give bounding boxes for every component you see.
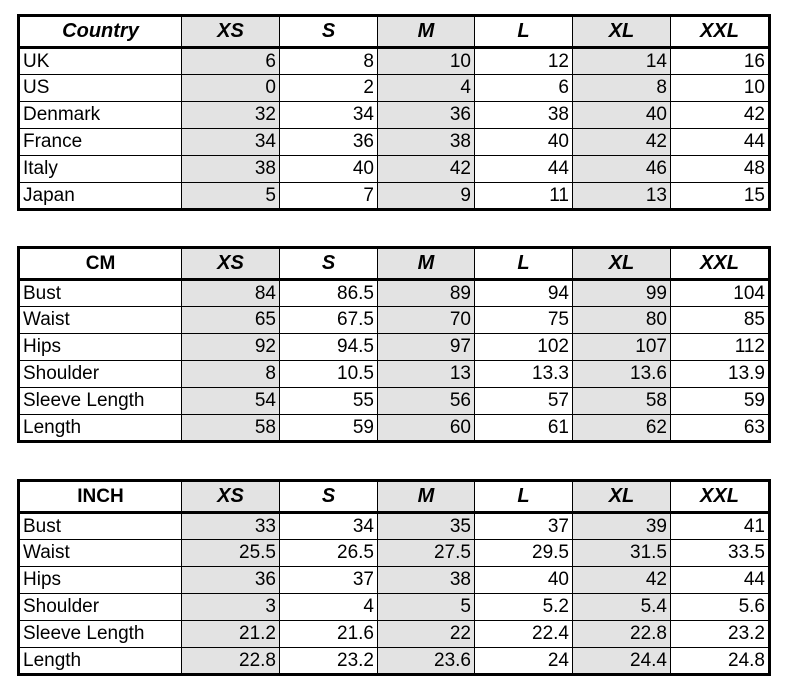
row-label: US [19,75,182,102]
table-cell: 10 [378,48,475,75]
table-row [19,361,770,388]
table-cell: 67.5 [280,307,378,334]
table-cell: 42 [671,102,770,129]
column-header-xs: XS [182,248,280,280]
table-cell: 4 [280,594,378,621]
table-cell: 13.9 [671,361,770,388]
header-row [19,16,770,48]
column-header-m: M [378,16,475,48]
table-row [19,567,770,594]
table-cell: 11 [475,183,573,210]
table-cell: 31.5 [573,540,671,567]
table-cell: 21.2 [182,621,280,648]
table-cell: 33 [182,513,280,540]
table-cell: 40 [280,156,378,183]
row-label: Hips [19,334,182,361]
table-cell: 12 [475,48,573,75]
column-header-l: L [475,481,573,513]
table-cell: 33.5 [671,540,770,567]
table-cell: 10.5 [280,361,378,388]
corner-label: INCH [19,481,182,513]
table-row [19,540,770,567]
table-cell: 59 [671,388,770,415]
table-cell: 5.6 [671,594,770,621]
row-label: Bust [19,280,182,307]
table-cell: 34 [182,129,280,156]
table-cell: 38 [378,129,475,156]
table-cell: 86.5 [280,280,378,307]
table-cell: 8 [182,361,280,388]
table-cell: 40 [573,102,671,129]
table-cell: 112 [671,334,770,361]
table-cell: 99 [573,280,671,307]
header-row [19,248,770,280]
table-cell: 94.5 [280,334,378,361]
table-cell: 9 [378,183,475,210]
table-cell: 13 [573,183,671,210]
column-header-xxl: XXL [671,16,770,48]
table-row [19,388,770,415]
table-cell: 65 [182,307,280,334]
table-row [19,183,770,210]
row-label: Hips [19,567,182,594]
table-cell: 58 [182,415,280,442]
table-row [19,621,770,648]
table-cell: 40 [475,567,573,594]
table-cell: 44 [671,567,770,594]
table-cell: 25.5 [182,540,280,567]
table-cell: 44 [671,129,770,156]
table-row [19,334,770,361]
table-cell: 23.2 [671,621,770,648]
table-cell: 24 [475,648,573,675]
table-cell: 35 [378,513,475,540]
table-cell: 107 [573,334,671,361]
table-row [19,415,770,442]
table-cell: 59 [280,415,378,442]
column-header-l: L [475,248,573,280]
table-row [19,156,770,183]
table-cell: 29.5 [475,540,573,567]
inch-measurement-table [17,479,771,676]
table-cell: 2 [280,75,378,102]
table-cell: 46 [573,156,671,183]
table-cell: 56 [378,388,475,415]
table-cell: 13 [378,361,475,388]
table-cell: 21.6 [280,621,378,648]
table-cell: 5 [378,594,475,621]
table-cell: 22.4 [475,621,573,648]
table-cell: 92 [182,334,280,361]
column-header-xl: XL [573,16,671,48]
table-cell: 36 [378,102,475,129]
table-cell: 104 [671,280,770,307]
table-cell: 32 [182,102,280,129]
row-label: Waist [19,307,182,334]
column-header-s: S [280,248,378,280]
table-cell: 97 [378,334,475,361]
table-cell: 42 [573,567,671,594]
table-cell: 13.6 [573,361,671,388]
table-cell: 13.3 [475,361,573,388]
table-cell: 42 [573,129,671,156]
row-label: France [19,129,182,156]
table-cell: 14 [573,48,671,75]
table-row [19,594,770,621]
table-row [19,307,770,334]
table-cell: 58 [573,388,671,415]
table-cell: 84 [182,280,280,307]
table-cell: 16 [671,48,770,75]
table-cell: 37 [280,567,378,594]
row-label: Shoulder [19,361,182,388]
corner-label: Country [19,16,182,48]
row-label: Sleeve Length [19,388,182,415]
column-header-m: M [378,248,475,280]
table-row [19,48,770,75]
table-cell: 94 [475,280,573,307]
column-header-xl: XL [573,481,671,513]
table-cell: 55 [280,388,378,415]
column-header-s: S [280,16,378,48]
row-label: Sleeve Length [19,621,182,648]
table-cell: 42 [378,156,475,183]
column-header-xs: XS [182,481,280,513]
table-cell: 61 [475,415,573,442]
row-label: Denmark [19,102,182,129]
column-header-m: M [378,481,475,513]
table-cell: 7 [280,183,378,210]
table-cell: 24.8 [671,648,770,675]
table-cell: 57 [475,388,573,415]
row-label: Shoulder [19,594,182,621]
row-label: Italy [19,156,182,183]
table-row [19,75,770,102]
table-cell: 23.2 [280,648,378,675]
column-header-l: L [475,16,573,48]
table-cell: 36 [182,567,280,594]
table-cell: 24.4 [573,648,671,675]
table-cell: 38 [475,102,573,129]
table-cell: 34 [280,513,378,540]
table-cell: 54 [182,388,280,415]
table-cell: 80 [573,307,671,334]
row-label: Length [19,648,182,675]
table-cell: 44 [475,156,573,183]
table-cell: 22.8 [573,621,671,648]
column-header-s: S [280,481,378,513]
table-cell: 0 [182,75,280,102]
table-cell: 41 [671,513,770,540]
table-row [19,280,770,307]
table-cell: 89 [378,280,475,307]
country-size-table [17,14,771,211]
table-cell: 4 [378,75,475,102]
table-cell: 27.5 [378,540,475,567]
table-cell: 23.6 [378,648,475,675]
cm-measurement-table [17,246,771,443]
table-cell: 8 [280,48,378,75]
table-cell: 37 [475,513,573,540]
table-cell: 102 [475,334,573,361]
table-cell: 15 [671,183,770,210]
table-cell: 62 [573,415,671,442]
row-label: Length [19,415,182,442]
table-cell: 5.4 [573,594,671,621]
header-row [19,481,770,513]
table-cell: 38 [182,156,280,183]
table-cell: 85 [671,307,770,334]
table-cell: 5.2 [475,594,573,621]
table-cell: 60 [378,415,475,442]
table-cell: 8 [573,75,671,102]
table-cell: 6 [475,75,573,102]
table-cell: 22 [378,621,475,648]
column-header-xs: XS [182,16,280,48]
corner-label: CM [19,248,182,280]
table-cell: 3 [182,594,280,621]
column-header-xxl: XXL [671,481,770,513]
table-row [19,513,770,540]
table-cell: 34 [280,102,378,129]
table-cell: 70 [378,307,475,334]
table-cell: 36 [280,129,378,156]
row-label: Bust [19,513,182,540]
table-cell: 39 [573,513,671,540]
table-cell: 5 [182,183,280,210]
table-cell: 10 [671,75,770,102]
table-cell: 40 [475,129,573,156]
table-cell: 75 [475,307,573,334]
row-label: UK [19,48,182,75]
row-label: Waist [19,540,182,567]
row-label: Japan [19,183,182,210]
table-cell: 48 [671,156,770,183]
table-row [19,648,770,675]
table-row [19,102,770,129]
table-cell: 6 [182,48,280,75]
table-cell: 22.8 [182,648,280,675]
table-row [19,129,770,156]
table-cell: 26.5 [280,540,378,567]
table-cell: 63 [671,415,770,442]
table-cell: 38 [378,567,475,594]
column-header-xxl: XXL [671,248,770,280]
column-header-xl: XL [573,248,671,280]
